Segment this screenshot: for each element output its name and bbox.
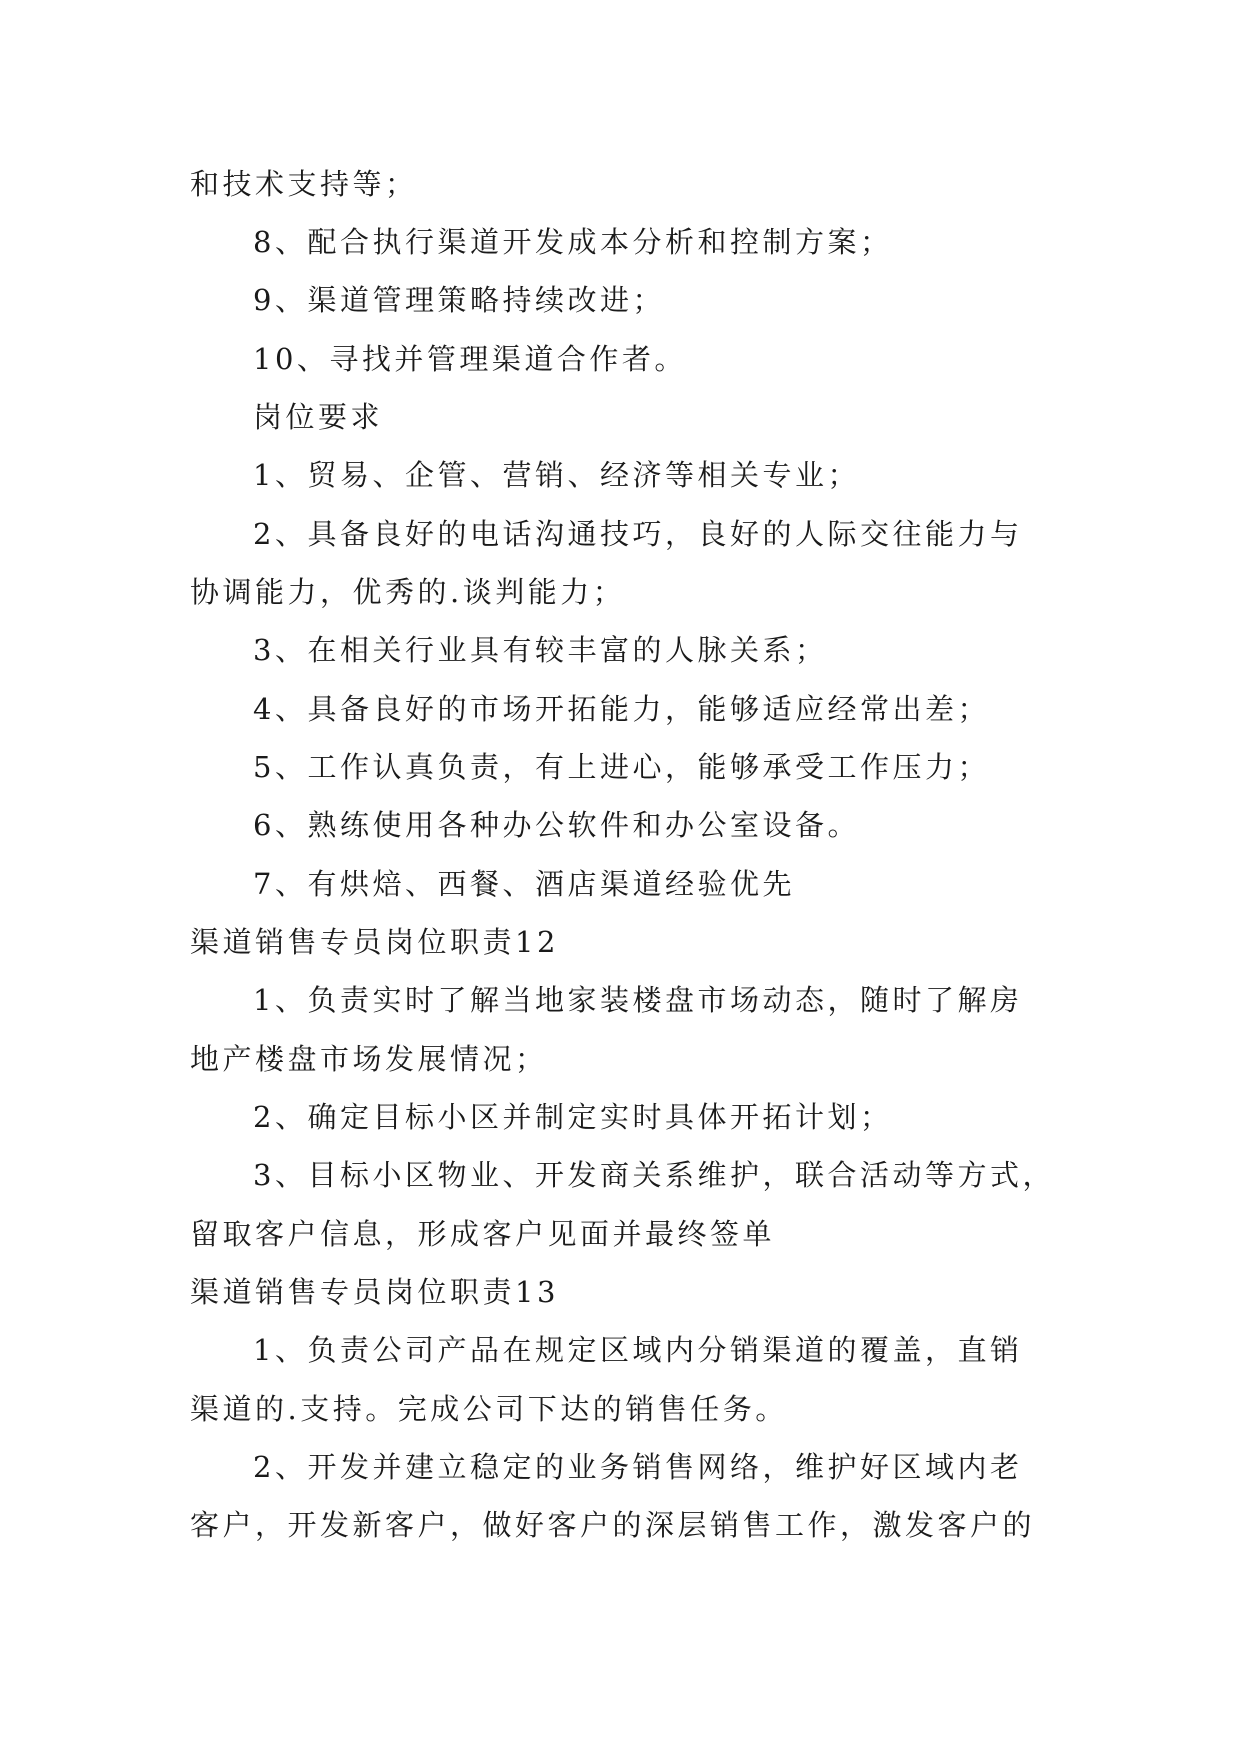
text-line: 5、工作认真负责，有上进心，能够承受工作压力； — [253, 750, 990, 784]
text-line: 2、确定目标小区并制定实时具体开拓计划； — [253, 1100, 893, 1134]
section-heading: 渠道销售专员岗位职责13 — [190, 1275, 559, 1309]
text-line: 7、有烘焙、西餐、酒店渠道经验优先 — [253, 867, 795, 901]
text-line: 3、目标小区物业、开发商关系维护，联合活动等方式， — [253, 1158, 1055, 1192]
text-line: 协调能力，优秀的.谈判能力； — [190, 575, 626, 609]
text-line: 1、负责实时了解当地家装楼盘市场动态，随时了解房 — [253, 983, 1023, 1017]
text-line: 10、寻找并管理渠道合作者。 — [253, 342, 687, 376]
text-line: 客户，开发新客户，做好客户的深层销售工作，激发客户的 — [190, 1508, 1036, 1542]
text-line: 2、开发并建立稳定的业务销售网络，维护好区域内老 — [253, 1450, 1023, 1484]
text-line: 和技术支持等； — [190, 167, 418, 201]
text-line: 2、具备良好的电话沟通技巧，良好的人际交往能力与 — [253, 517, 1023, 551]
text-line: 4、具备良好的市场开拓能力，能够适应经常出差； — [253, 692, 990, 726]
text-line: 6、熟练使用各种办公软件和办公室设备。 — [253, 808, 860, 842]
text-line: 留取客户信息，形成客户见面并最终签单 — [190, 1217, 776, 1251]
text-line: 1、贸易、企管、营销、经济等相关专业； — [253, 458, 860, 492]
section-heading: 渠道销售专员岗位职责12 — [190, 925, 559, 959]
text-line: 3、在相关行业具有较丰富的人脉关系； — [253, 633, 828, 667]
text-line: 8、配合执行渠道开发成本分析和控制方案； — [253, 225, 893, 259]
text-line: 渠道的.支持。完成公司下达的销售任务。 — [190, 1392, 788, 1426]
section-heading: 岗位要求 — [253, 400, 384, 434]
text-line: 地产楼盘市场发展情况； — [190, 1042, 548, 1076]
text-line: 9、渠道管理策略持续改进； — [253, 283, 665, 317]
text-line: 1、负责公司产品在规定区域内分销渠道的覆盖，直销 — [253, 1333, 1023, 1367]
